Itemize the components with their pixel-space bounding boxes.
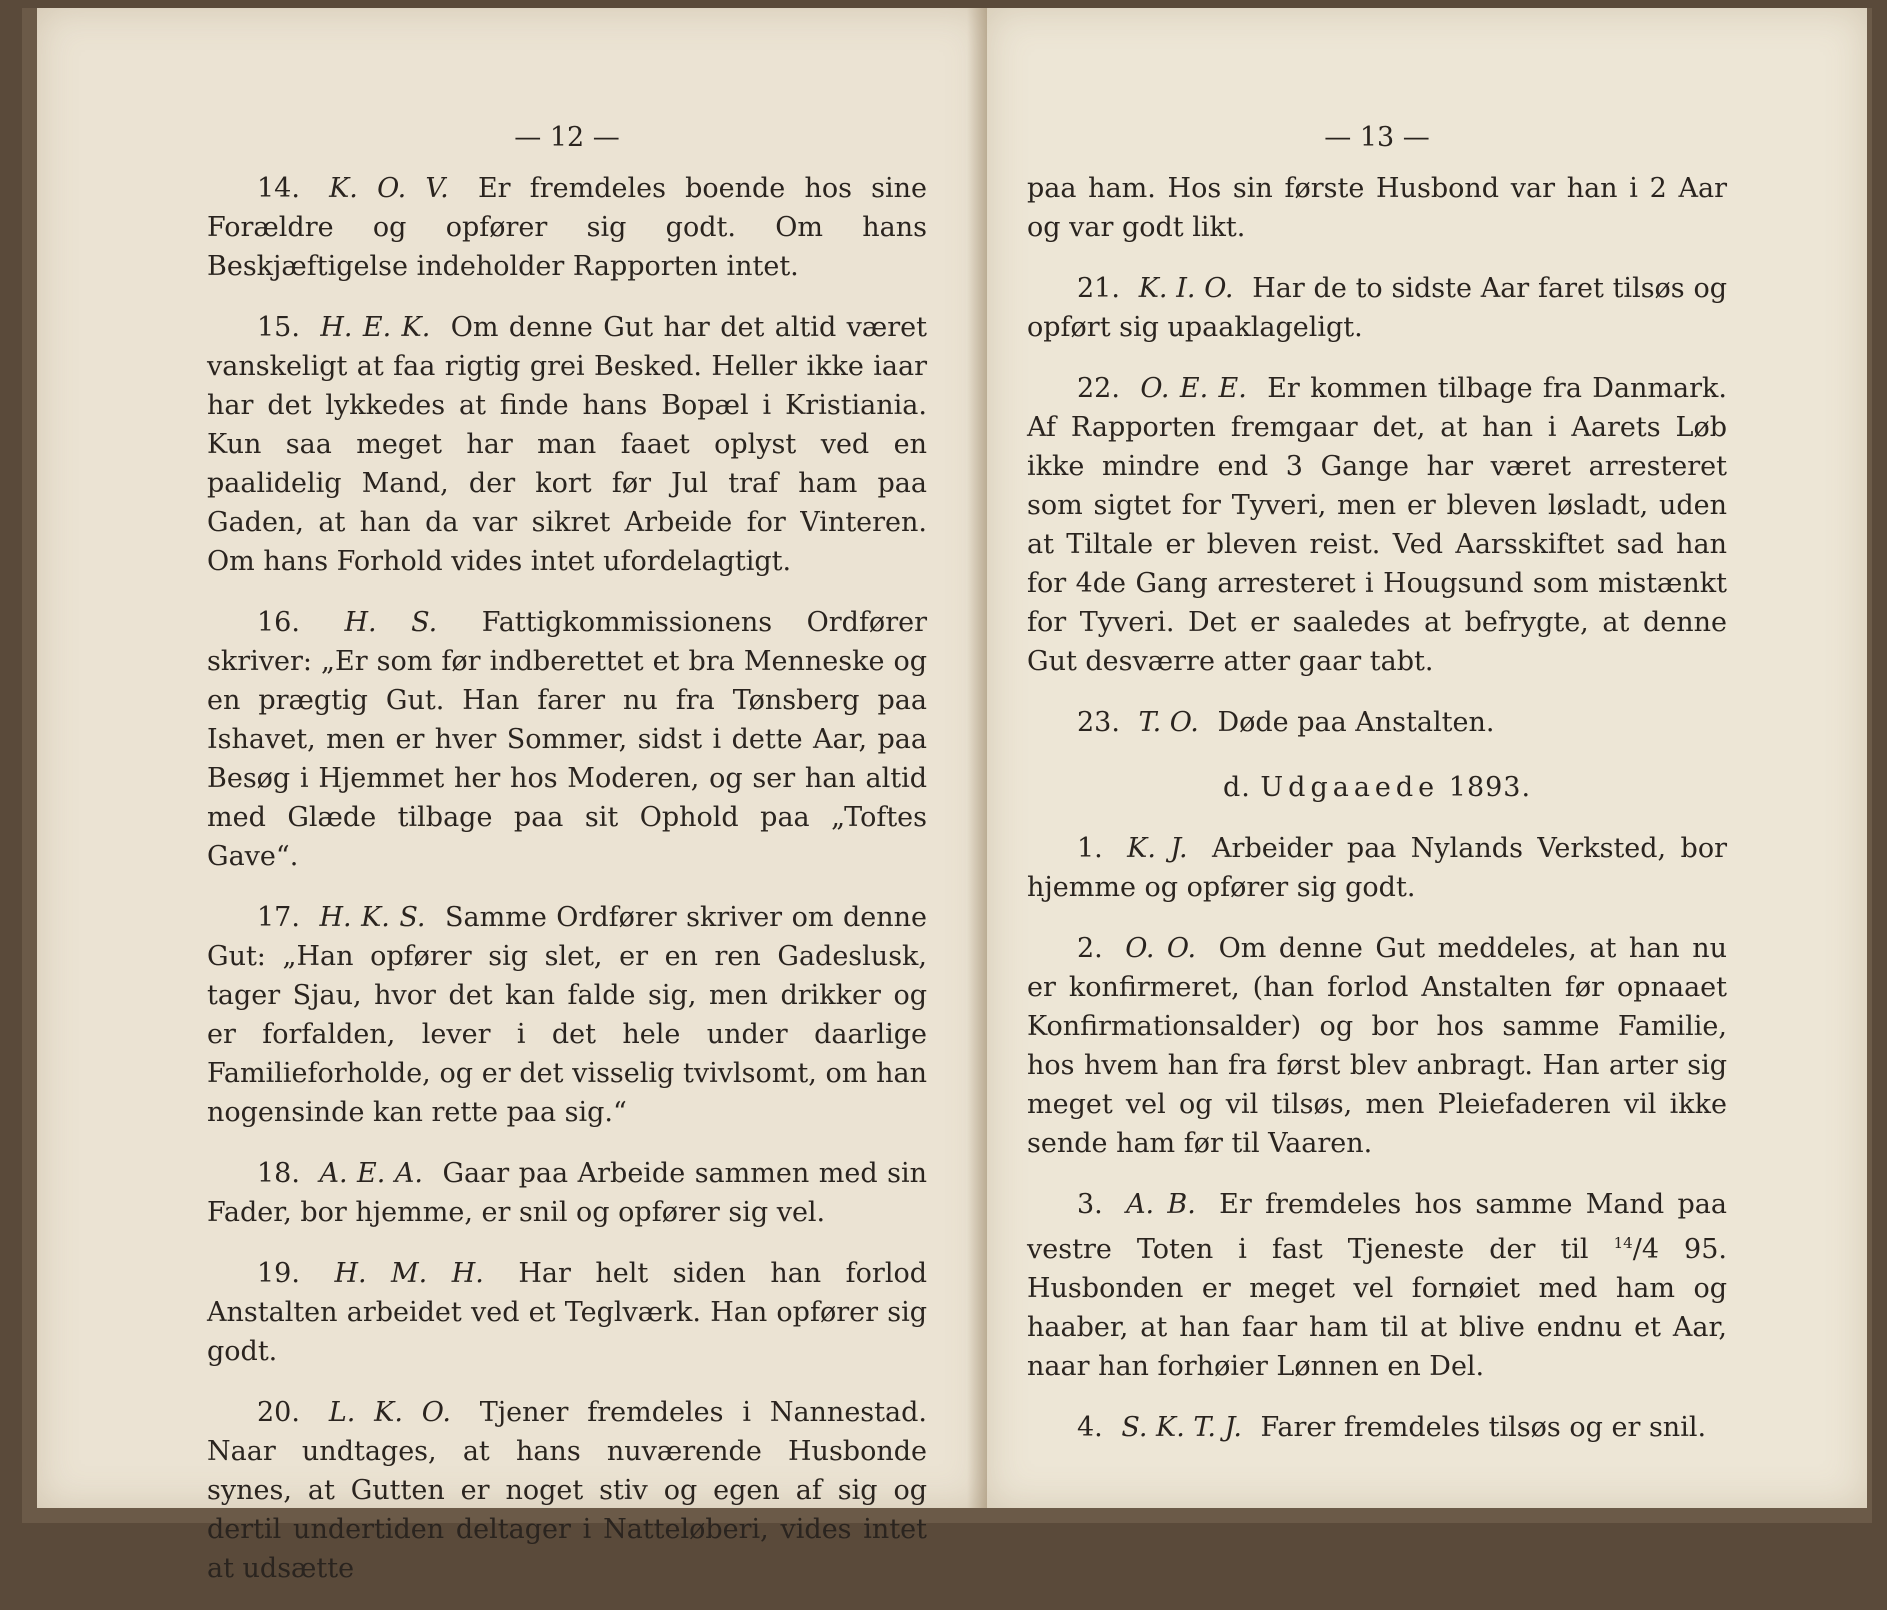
left-column	[207, 118, 927, 1610]
entry-text: Gaar paa Arbeide sammen med sin Fader, bor hjemme, er snil og opfører sig vel.	[207, 1158, 927, 1228]
section-year: 1893.	[1448, 772, 1532, 803]
entry-text-cont: 95. Husbonden er meget vel fornøiet med ham og haaber, at han faar ham til at blive endnu et Aar, naar han forhøier Lønnen en Del.	[1027, 1234, 1727, 1382]
section-letter: d.	[1222, 772, 1251, 803]
entry-text: Farer fremdeles tilsøs og er snil.	[1260, 1412, 1707, 1443]
entry-number: 19.	[257, 1258, 300, 1289]
right-entries-a	[1027, 269, 1727, 742]
entry-text: Tjener fremdeles i Nannestad. Naar undtages, at hans nuværende Husbonde synes, at Gutten er noget stiv og egen af sig og dertil undertiden deltager i Natteløberi, vides intet at udsætte	[207, 1397, 927, 1584]
left-entries	[207, 169, 927, 1588]
entry-item	[1027, 269, 1727, 347]
entry-number: 2.	[1077, 933, 1103, 964]
entry-number: 22.	[1077, 373, 1120, 404]
entry-paragraph	[1027, 269, 1727, 347]
entry-text: Er kommen tilbage fra Danmark. Af Rapporten fremgaar det, at han i Aarets Løb ikke mindre end 3 Gange har været arresteret som sigtet for Tyveri, men er bleven løsladt, uden at Tiltale er bleven reist. Ved Aarsskiftet sad han for 4de Gang arresteret i Hougsund som mistænkt for Tyveri. Det er saaledes at befrygte, at denne Gut desværre atter gaar tabt.	[1027, 373, 1727, 677]
entry-number: 4.	[1077, 1412, 1103, 1443]
entry-number: 16.	[257, 607, 300, 638]
entry-number: 18.	[257, 1158, 300, 1189]
entry-item	[1027, 369, 1727, 681]
entry-item	[1027, 829, 1727, 907]
entry-initials: H. S.	[344, 607, 438, 638]
entry-item	[207, 1154, 927, 1232]
entry-item	[207, 898, 927, 1132]
right-page	[987, 8, 1867, 1508]
entry-item	[207, 1393, 927, 1588]
continuation-text: paa ham. Hos sin første Husbond var han i 2 Aar og var godt likt.	[1027, 173, 1727, 243]
entry-initials: T. O.	[1138, 707, 1199, 738]
entry-text: Arbeider paa Nylands Verksted, bor hjemme og opfører sig godt.	[1027, 833, 1727, 903]
entry-item	[1027, 1408, 1727, 1447]
entry-item	[207, 169, 927, 286]
page-number-left: — 12 —	[514, 122, 620, 153]
entry-item	[1027, 1185, 1727, 1386]
entry-item	[1027, 703, 1727, 742]
date-numerator: 14	[1613, 1234, 1633, 1252]
entry-paragraph	[1027, 1408, 1727, 1447]
entry-text: Er fremdeles hos samme Mand paa vestre Toten i fast Tjeneste der til	[1027, 1189, 1727, 1265]
entry-initials: K. J.	[1127, 833, 1188, 864]
entry-paragraph	[1027, 369, 1727, 681]
entry-text: Har de to sidste Aar faret tilsøs og opført sig upaaklageligt.	[1027, 273, 1727, 343]
entry-text: Er fremdeles boende hos sine Forældre og opfører sig godt. Om hans Beskjæftigelse indeholder Rapporten intet.	[207, 173, 927, 282]
left-page	[37, 8, 987, 1584]
entry-number: 14.	[257, 173, 300, 204]
right-column	[1027, 118, 1727, 1469]
page-number-right: — 13 —	[1324, 122, 1430, 153]
book-spread	[22, 8, 1872, 1584]
entry-paragraph	[207, 1154, 927, 1232]
entry-number: 20.	[257, 1397, 300, 1428]
entry-initials: H. E. K.	[320, 312, 431, 343]
entry-paragraph	[207, 1393, 927, 1588]
entry-initials: A. B.	[1126, 1189, 1196, 1220]
entry-text: Om denne Gut har det altid været vanskeligt at faa rigtig grei Besked. Heller ikke iaar har det lykkedes at finde hans Bopæl i Kristiania. Kun saa meget har man faaet oplyst ved en paalidelig Mand, der kort før Jul traf ham paa Gaden, at han da var sikret Arbeide for Vinteren. Om hans Forhold vides intet ufordelagtigt.	[207, 312, 927, 577]
entry-paragraph	[207, 603, 927, 876]
entry-number: 23.	[1077, 707, 1120, 738]
entry-text: Samme Ordfører skriver om denne Gut: „Han opfører sig slet, er en ren Gadeslusk, tager Sjau, hvor det kan falde sig, men drikker og er forfalden, lever i det hele under daarlige Familieforholde, og er det visselig tvivlsomt, om han nogensinde kan rette paa sig.“	[207, 902, 927, 1128]
entry-initials: O. O.	[1125, 933, 1197, 964]
entry-text: Døde paa Anstalten.	[1217, 707, 1495, 738]
entry-number: 17.	[257, 902, 300, 933]
entry-number: 15.	[257, 312, 300, 343]
section-heading	[1027, 768, 1727, 807]
entry-initials: O. E. E.	[1140, 373, 1247, 404]
entry-item	[1027, 929, 1727, 1163]
entry-number: 3.	[1077, 1189, 1103, 1220]
entry-paragraph	[1027, 703, 1727, 742]
entry-text: Om denne Gut meddeles, at han nu er konfirmeret, (han forlod Anstalten før opnaaet Konfirmationsalder) og bor hos samme Familie, hos hvem han fra først blev anbragt. Han arter sig meget vel og vil tilsøs, men Pleiefaderen vil ikke sende ham før til Vaaren.	[1027, 933, 1727, 1159]
entry-number: 1.	[1077, 833, 1103, 864]
entry-paragraph	[207, 898, 927, 1132]
entry-initials: H. K. S.	[319, 902, 426, 933]
entry-number: 21.	[1077, 273, 1120, 304]
entry-initials: S. K. T. J.	[1121, 1412, 1242, 1443]
entry-paragraph	[207, 169, 927, 286]
entry-item	[207, 603, 927, 876]
entry-text: Har helt siden han forlod Anstalten arbeidet ved et Teglværk. Han opfører sig godt.	[207, 1258, 927, 1367]
date-denominator: /4	[1632, 1234, 1659, 1265]
entry-paragraph	[1027, 1185, 1727, 1386]
entry-initials: L. K. O.	[328, 1397, 451, 1428]
entry-initials: K. I. O.	[1138, 273, 1234, 304]
right-entries-b	[1027, 829, 1727, 1163]
entry-text: Fattigkommissionens Ordfører skriver: „Er som før indberettet et bra Menneske og en prægtig Gut. Han farer nu fra Tønsberg paa Ishavet, men er hver Sommer, sidst i dette Aar, paa Besøg i Hjemmet her hos Moderen, og ser han altid med Glæde tilbage paa sit Ophold paa „Toftes Gave“.	[207, 607, 927, 872]
entry-paragraph	[1027, 929, 1727, 1163]
entry-initials: K. O. V.	[329, 173, 449, 204]
section-title: Udgaaede	[1260, 772, 1440, 803]
entry-item	[207, 308, 927, 581]
entry-paragraph	[1027, 829, 1727, 907]
entry-paragraph	[207, 1254, 927, 1371]
entry-initials: A. E. A.	[319, 1158, 423, 1189]
entry-initials: H. M. H.	[334, 1258, 484, 1289]
continuation-paragraph	[1027, 169, 1727, 247]
entry-item	[207, 1254, 927, 1371]
entry-paragraph	[207, 308, 927, 581]
